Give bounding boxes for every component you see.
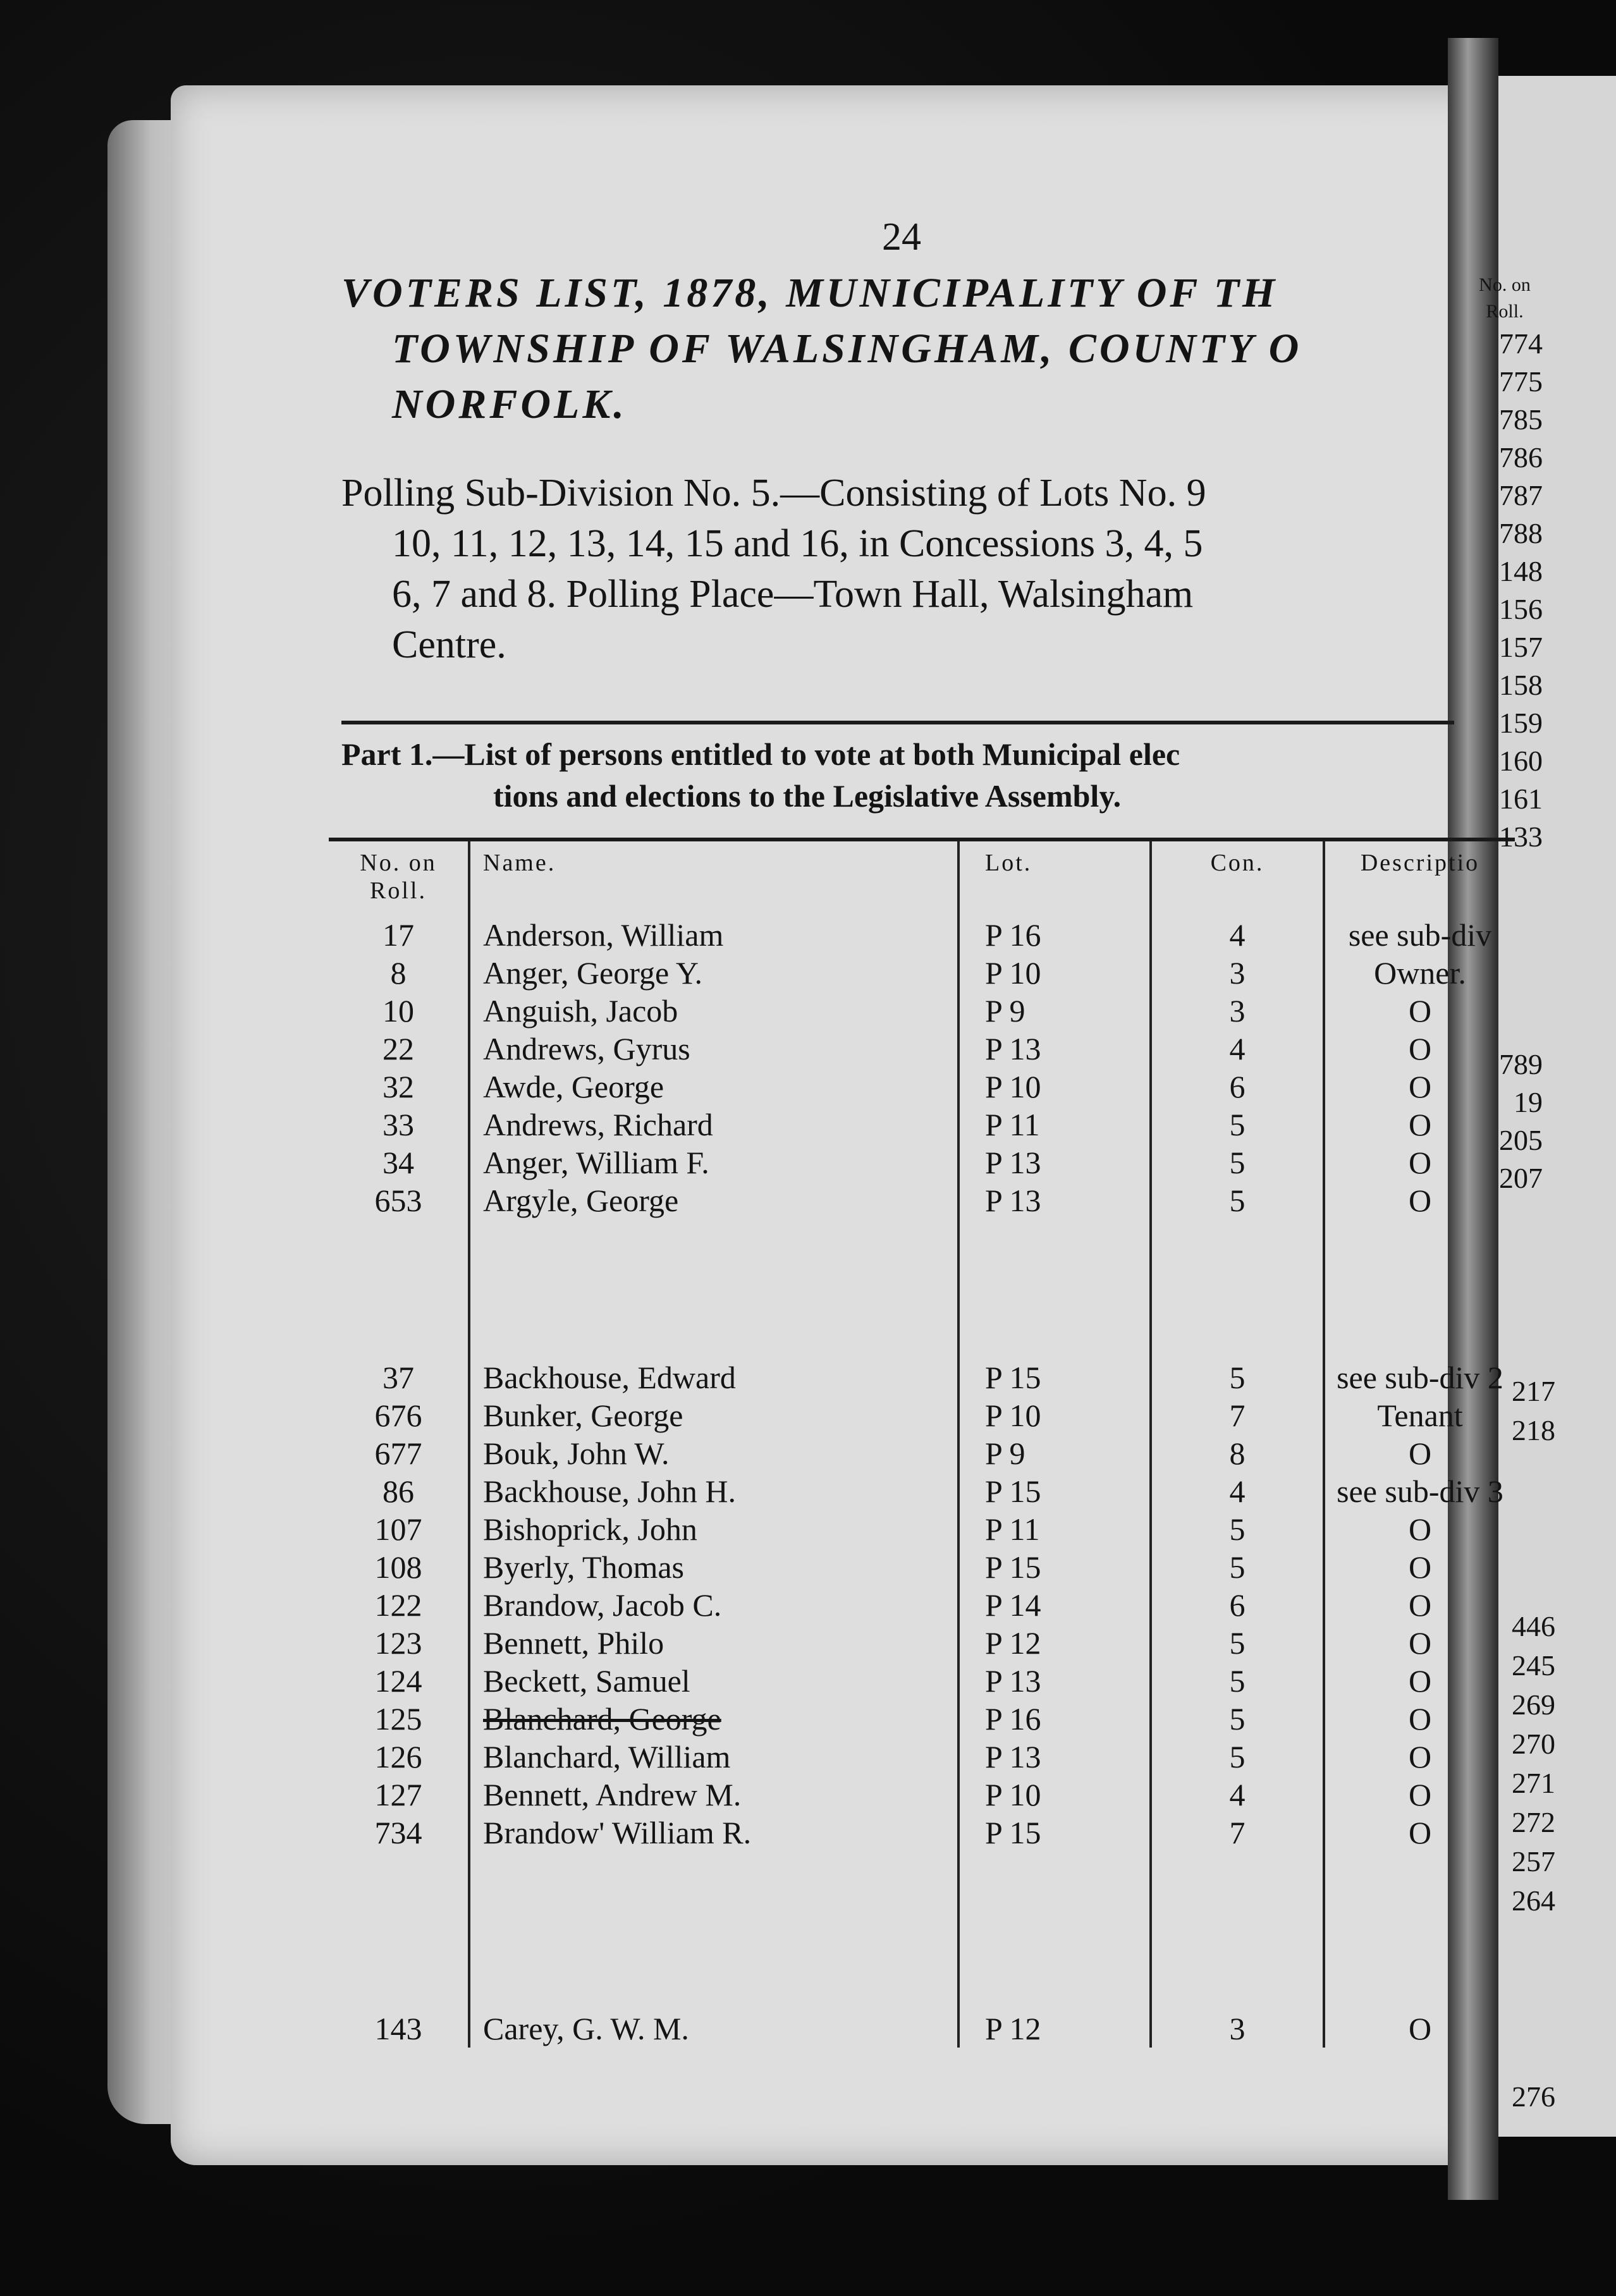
adjacent-roll-number: 133 <box>1499 821 1543 853</box>
cell-lot: P 13 <box>958 1030 1151 1068</box>
adjacent-roll-number <box>1479 2038 1555 2077</box>
cell-description: O <box>1324 1068 1515 1106</box>
cell-description: O <box>1324 1548 1515 1586</box>
cell-con: 8 <box>1151 1434 1324 1472</box>
cell-description: O <box>1324 1700 1515 1738</box>
cell-description: O <box>1324 1586 1515 1624</box>
empty-cell <box>329 1852 469 2010</box>
polling-line-1: Polling Sub-Division No. 5.—Consisting of Lots No. 9 <box>341 472 1206 515</box>
adjacent-roll-number <box>1467 856 1543 894</box>
table-row <box>329 1700 1515 1738</box>
cell-name: Carey, G. W. M. <box>469 2010 958 2048</box>
adjacent-roll-number: 207 <box>1499 1162 1543 1194</box>
cell-roll-no: 37 <box>383 1360 414 1395</box>
adjacent-header: No. on Roll. <box>1479 274 1531 322</box>
empty-cell <box>469 1852 958 2010</box>
cell-con: 5 <box>1151 1662 1324 1700</box>
table-gap-row <box>329 1219 1515 1359</box>
cell-con: 4 <box>1151 916 1324 954</box>
voters-table <box>329 838 1515 2048</box>
cell-roll-no: 33 <box>383 1107 414 1142</box>
part-heading <box>341 733 1454 817</box>
polling-subdivision-heading <box>341 468 1467 670</box>
table-row <box>329 1776 1515 1814</box>
cell-con: 3 <box>1151 954 1324 992</box>
cell-name: Argyle, George <box>469 1182 958 1219</box>
table-row <box>329 1144 1515 1182</box>
adjacent-roll-number <box>1479 1920 1555 1960</box>
adjacent-page-roll-column <box>1467 272 1543 1197</box>
table-row <box>329 1548 1515 1586</box>
cell-roll-no: 10 <box>383 993 414 1029</box>
cell-lot: P 13 <box>958 1182 1151 1219</box>
table-row <box>329 1738 1515 1776</box>
header-description: Descriptio <box>1324 840 1515 916</box>
cell-roll-no: 108 <box>374 1549 422 1585</box>
cell-description: O <box>1324 1776 1515 1814</box>
table-row <box>329 1359 1515 1396</box>
cell-lot: P 12 <box>958 1624 1151 1662</box>
polling-line-2: 10, 11, 12, 13, 14, 15 and 16, in Concessions 3, 4, 5 <box>392 522 1203 565</box>
cell-lot: P 10 <box>958 1396 1151 1434</box>
cell-roll-no: 126 <box>374 1739 422 1774</box>
cell-con: 3 <box>1151 992 1324 1030</box>
cell-name: Backhouse, Edward <box>469 1359 958 1396</box>
header-no-on-roll: No. on Roll. <box>329 840 469 916</box>
cell-name: Anderson, William <box>469 916 958 954</box>
empty-cell <box>469 1219 958 1359</box>
adjacent-roll-number: 272 <box>1512 1806 1555 1838</box>
adjacent-roll-number: 774 <box>1499 327 1543 360</box>
adjacent-roll-number: 789 <box>1499 1048 1543 1080</box>
cell-name: Anger, William F. <box>469 1144 958 1182</box>
cell-name: Anger, George Y. <box>469 954 958 992</box>
cell-roll-no: 32 <box>383 1069 414 1104</box>
cell-lot: P 13 <box>958 1144 1151 1182</box>
cell-description: O <box>1324 1144 1515 1182</box>
cell-lot: P 13 <box>958 1662 1151 1700</box>
cell-lot: P 15 <box>958 1548 1151 1586</box>
cell-description: see sub-div <box>1324 916 1515 954</box>
adjacent-roll-number: 245 <box>1512 1649 1555 1682</box>
table-row <box>329 1434 1515 1472</box>
cell-description: O <box>1324 1662 1515 1700</box>
cell-description: Owner. <box>1324 954 1515 992</box>
part-line-1: Part 1.—List of persons entitled to vote at both Municipal elec <box>341 736 1180 772</box>
document-title <box>341 266 1467 432</box>
table-row <box>329 1662 1515 1700</box>
cell-name: Blanchard, George <box>469 1700 958 1738</box>
adjacent-roll-number <box>1467 970 1543 1008</box>
adjacent-roll-number: 19 <box>1514 1086 1543 1118</box>
cell-lot: P 9 <box>958 1434 1151 1472</box>
cell-description: O <box>1324 1738 1515 1776</box>
adjacent-roll-number: 269 <box>1512 1688 1555 1721</box>
cell-description: O <box>1324 1106 1515 1144</box>
cell-con: 4 <box>1151 1030 1324 1068</box>
cell-description: O <box>1324 1182 1515 1219</box>
adjacent-roll-number: 271 <box>1512 1767 1555 1799</box>
empty-cell <box>1151 1852 1324 2010</box>
cell-con: 5 <box>1151 1144 1324 1182</box>
cell-lot: P 15 <box>958 1814 1151 1852</box>
empty-cell <box>958 1219 1151 1359</box>
cell-name: Byerly, Thomas <box>469 1548 958 1586</box>
cell-name: Andrews, Gyrus <box>469 1030 958 1068</box>
table-row <box>329 916 1515 954</box>
table-header-row <box>329 840 1515 916</box>
adjacent-roll-number <box>1479 1960 1555 1999</box>
cell-description: see sub-div 3 <box>1324 1472 1515 1510</box>
cell-roll-no: 86 <box>383 1474 414 1509</box>
cell-description: O <box>1324 1624 1515 1662</box>
cell-roll-no: 8 <box>390 955 407 991</box>
empty-cell <box>1151 1219 1324 1359</box>
polling-line-4: Centre. <box>392 623 506 666</box>
part-line-2: tions and elections to the Legislative Assembly. <box>493 778 1122 814</box>
cell-roll-no: 143 <box>374 2011 422 2046</box>
adjacent-roll-number <box>1479 1489 1555 1529</box>
cell-description: O <box>1324 1030 1515 1068</box>
cell-name: Bunker, George <box>469 1396 958 1434</box>
cell-con: 5 <box>1151 1548 1324 1586</box>
cell-name: Beckett, Samuel <box>469 1662 958 1700</box>
page-number: 24 <box>882 216 921 259</box>
cell-con: 3 <box>1151 2010 1324 2048</box>
cell-roll-no: 653 <box>374 1183 422 1218</box>
cell-con: 6 <box>1151 1586 1324 1624</box>
cell-roll-no: 122 <box>374 1587 422 1623</box>
adjacent-roll-list-bottom <box>1479 1372 1555 2116</box>
cell-name: Bennett, Andrew M. <box>469 1776 958 1814</box>
cell-lot: P 10 <box>958 1776 1151 1814</box>
cell-con: 6 <box>1151 1068 1324 1106</box>
adjacent-roll-number: 775 <box>1499 365 1543 398</box>
cell-roll-no: 677 <box>374 1436 422 1471</box>
table-row <box>329 1814 1515 1852</box>
cell-lot: P 9 <box>958 992 1151 1030</box>
adjacent-roll-number <box>1479 1450 1555 1489</box>
adjacent-roll-number: 270 <box>1512 1728 1555 1760</box>
adjacent-roll-number: 217 <box>1512 1375 1555 1407</box>
cell-lot: P 12 <box>958 2010 1151 2048</box>
section-rule <box>341 721 1454 724</box>
header-name: Name. <box>469 840 958 916</box>
adjacent-roll-number: 159 <box>1499 707 1543 739</box>
cell-con: 5 <box>1151 1106 1324 1144</box>
empty-cell <box>958 1852 1151 2010</box>
table-row <box>329 1182 1515 1219</box>
cell-con: 5 <box>1151 1700 1324 1738</box>
adjacent-roll-number: 786 <box>1499 441 1543 473</box>
cell-description: O <box>1324 1814 1515 1852</box>
cell-lot: P 13 <box>958 1738 1151 1776</box>
adjacent-roll-number: 161 <box>1499 783 1543 815</box>
cell-name: Backhouse, John H. <box>469 1472 958 1510</box>
cell-con: 7 <box>1151 1396 1324 1434</box>
adjacent-roll-number: 276 <box>1512 2080 1555 2113</box>
adjacent-roll-number: 158 <box>1499 669 1543 701</box>
adjacent-roll-number: 785 <box>1499 403 1543 436</box>
cell-con: 5 <box>1151 1624 1324 1662</box>
cell-lot: P 11 <box>958 1510 1151 1548</box>
cell-con: 4 <box>1151 1472 1324 1510</box>
adjacent-roll-number <box>1479 1568 1555 1607</box>
cell-con: 4 <box>1151 1776 1324 1814</box>
cell-name: Andrews, Richard <box>469 1106 958 1144</box>
adjacent-roll-number <box>1479 1529 1555 1568</box>
empty-cell <box>1324 1219 1515 1359</box>
cell-name: Anguish, Jacob <box>469 992 958 1030</box>
cell-description: O <box>1324 2010 1515 2048</box>
cell-con: 5 <box>1151 1182 1324 1219</box>
cell-roll-no: 127 <box>374 1777 422 1812</box>
adjacent-roll-list-top <box>1467 325 1543 1197</box>
cell-lot: P 15 <box>958 1472 1151 1510</box>
header-lot: Lot. <box>958 840 1151 916</box>
cell-name: Bishoprick, John <box>469 1510 958 1548</box>
cell-roll-no: 34 <box>383 1145 414 1180</box>
adjacent-roll-number <box>1467 894 1543 932</box>
cell-description: O <box>1324 992 1515 1030</box>
table-row <box>329 1510 1515 1548</box>
adjacent-roll-number: 264 <box>1512 1884 1555 1917</box>
cell-roll-no: 734 <box>374 1815 422 1850</box>
table-row <box>329 1624 1515 1662</box>
adjacent-roll-number: 148 <box>1499 555 1543 587</box>
cell-lot: P 10 <box>958 1068 1151 1106</box>
adjacent-roll-number: 257 <box>1512 1845 1555 1878</box>
cell-con: 5 <box>1151 1510 1324 1548</box>
cell-roll-no: 123 <box>374 1625 422 1661</box>
adjacent-roll-number: 205 <box>1499 1124 1543 1156</box>
cell-roll-no: 107 <box>374 1511 422 1547</box>
cell-roll-no: 124 <box>374 1663 422 1699</box>
polling-line-3: 6, 7 and 8. Polling Place—Town Hall, Walsingham <box>392 573 1194 616</box>
table-row <box>329 1396 1515 1434</box>
adjacent-roll-number <box>1467 932 1543 970</box>
adjacent-roll-number: 446 <box>1512 1610 1555 1642</box>
cell-name: Brandow, Jacob C. <box>469 1586 958 1624</box>
cell-roll-no: 676 <box>374 1398 422 1433</box>
table-row <box>329 1586 1515 1624</box>
cell-description: see sub-div 2 <box>1324 1359 1515 1396</box>
cell-con: 5 <box>1151 1738 1324 1776</box>
cell-lot: P 16 <box>958 916 1151 954</box>
table-row <box>329 2010 1515 2048</box>
adjacent-roll-number: 157 <box>1499 631 1543 663</box>
voters-table-body <box>329 916 1515 2048</box>
cell-lot: P 15 <box>958 1359 1151 1396</box>
cell-description: O <box>1324 1510 1515 1548</box>
title-line-3: NORFOLK. <box>392 381 627 427</box>
table-row <box>329 954 1515 992</box>
adjacent-roll-number: 787 <box>1499 479 1543 511</box>
adjacent-roll-number: 160 <box>1499 745 1543 777</box>
adjacent-roll-number: 156 <box>1499 593 1543 625</box>
table-row <box>329 992 1515 1030</box>
table-row <box>329 1472 1515 1510</box>
title-line-1: VOTERS LIST, 1878, MUNICIPALITY OF TH <box>341 270 1278 316</box>
cell-lot: P 16 <box>958 1700 1151 1738</box>
empty-cell <box>329 1219 469 1359</box>
cell-lot: P 10 <box>958 954 1151 992</box>
title-line-2: TOWNSHIP OF WALSINGHAM, COUNTY O <box>392 326 1302 372</box>
cell-description: Tenant <box>1324 1396 1515 1434</box>
cell-lot: P 14 <box>958 1586 1151 1624</box>
adjacent-roll-number <box>1479 1999 1555 2038</box>
cell-roll-no: 125 <box>374 1701 422 1737</box>
cell-description: O <box>1324 1434 1515 1472</box>
adjacent-roll-number <box>1467 1008 1543 1046</box>
table-row <box>329 1106 1515 1144</box>
cell-name: Awde, George <box>469 1068 958 1106</box>
cell-roll-no: 17 <box>383 917 414 953</box>
cell-name: Brandow' William R. <box>469 1814 958 1852</box>
cell-roll-no: 22 <box>383 1031 414 1066</box>
cell-name: Bennett, Philo <box>469 1624 958 1662</box>
cell-con: 7 <box>1151 1814 1324 1852</box>
table-gap-row <box>329 1852 1515 2010</box>
cell-name: Blanchard, William <box>469 1738 958 1776</box>
adjacent-roll-number: 218 <box>1512 1414 1555 1446</box>
table-row <box>329 1030 1515 1068</box>
cell-name: Bouk, John W. <box>469 1434 958 1472</box>
adjacent-roll-number: 788 <box>1499 517 1543 549</box>
header-con: Con. <box>1151 840 1324 916</box>
cell-con: 5 <box>1151 1359 1324 1396</box>
cell-lot: P 11 <box>958 1106 1151 1144</box>
table-row <box>329 1068 1515 1106</box>
